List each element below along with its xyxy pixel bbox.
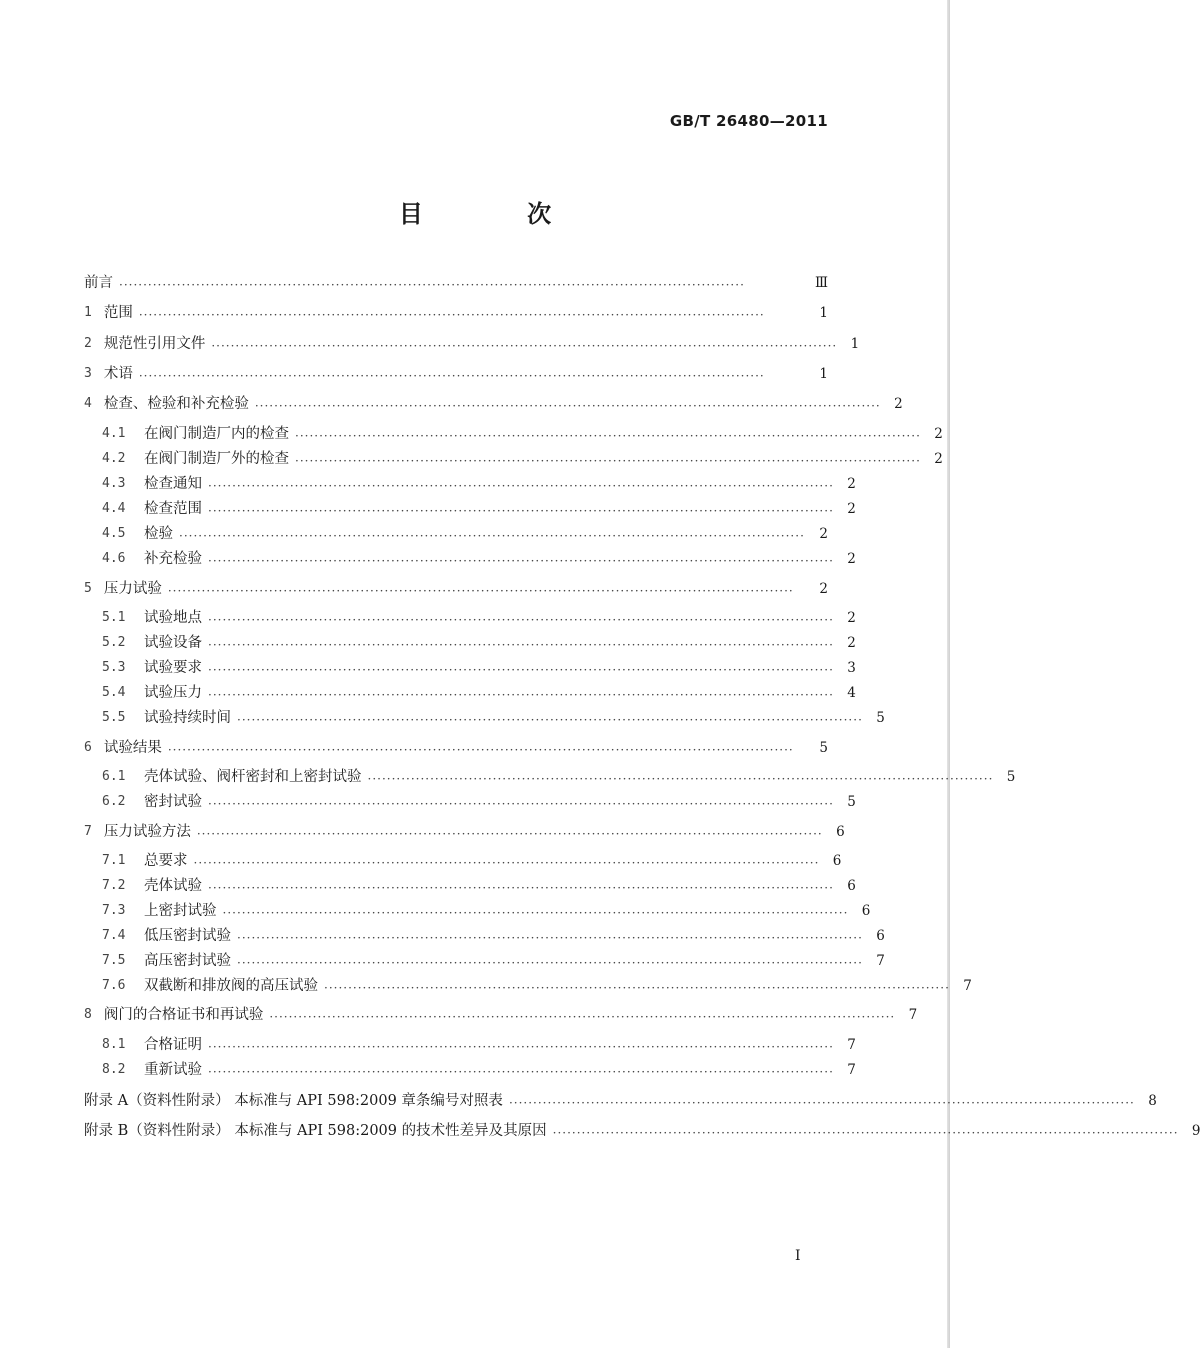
- toc-entry-title: 范围: [103, 305, 133, 321]
- dot-leader: ··································································································································: [167, 743, 794, 757]
- toc-entry-title: 试验要求: [144, 660, 202, 676]
- toc-entry-page: 2: [847, 610, 856, 626]
- toc-entry[interactable]: [102, 523, 828, 545]
- toc-entry-page: 5: [819, 740, 828, 756]
- toc-entry[interactable]: [102, 707, 885, 729]
- toc-entry-number: 4.3: [102, 476, 126, 491]
- dot-leader: ··································································································································: [208, 663, 834, 677]
- toc-entry-number: 4.2: [102, 451, 126, 466]
- dot-leader: ··································································································································: [208, 479, 834, 493]
- toc-entry-number: 3: [84, 366, 92, 381]
- toc-entry-title: 规范性引用文件: [103, 336, 206, 352]
- toc-entry[interactable]: [102, 975, 972, 997]
- toc-entry-page: 2: [819, 581, 828, 597]
- toc-entry[interactable]: [102, 548, 856, 570]
- toc-entry-title: 高压密封试验: [144, 953, 231, 969]
- toc-entry-page: 2: [934, 451, 943, 467]
- dot-leader: ··································································································································: [208, 638, 834, 652]
- toc-entry-title: 在阀门制造厂外的检查: [144, 451, 289, 467]
- dot-leader: ··································································································································: [222, 906, 849, 920]
- toc-entry-title: 重新试验: [144, 1062, 202, 1078]
- toc-entry-page: 6: [876, 928, 885, 944]
- toc-entry-number: 7.5: [102, 953, 126, 968]
- toc-entry-number: 7: [84, 824, 92, 839]
- toc-entry-page: 6: [832, 853, 842, 869]
- dot-leader: ··································································································································: [208, 504, 834, 518]
- toc-entry-title: 在阀门制造厂内的检查: [144, 426, 289, 442]
- dot-leader: ··································································································································: [295, 429, 921, 443]
- dot-leader: ··································································································································: [208, 1065, 834, 1079]
- toc-entry-page: 5: [876, 710, 885, 726]
- toc-entry-page: 5: [1006, 769, 1016, 785]
- toc-entry-page: 2: [847, 501, 856, 517]
- toc-entry-page: 2: [894, 396, 903, 412]
- toc-entry-title: 壳体试验、阀杆密封和上密封试验: [144, 769, 362, 785]
- dot-leader: ··································································································································: [211, 339, 838, 353]
- toc-entry-page: 7: [908, 1007, 918, 1023]
- toc-entry-number: 5.4: [102, 685, 126, 700]
- dot-leader: ··································································································································: [138, 369, 765, 383]
- toc-entry[interactable]: [84, 393, 903, 415]
- toc-entry[interactable]: [102, 766, 1016, 788]
- toc-entry-page: 2: [847, 551, 856, 567]
- dot-leader: ··································································································································: [208, 881, 834, 895]
- toc-entry[interactable]: [84, 737, 828, 759]
- toc-entry-number: 4: [84, 396, 92, 411]
- toc-entry-page: 2: [847, 635, 856, 651]
- toc-entry-title: 壳体试验: [144, 878, 202, 894]
- toc-entry[interactable]: [84, 302, 828, 324]
- dot-leader: ··································································································································: [237, 956, 863, 970]
- toc-entry[interactable]: [102, 850, 842, 872]
- toc-entry-title: 密封试验: [144, 794, 202, 810]
- toc-entry-title: 检查范围: [144, 501, 202, 517]
- toc-entry-page: 6: [861, 903, 871, 919]
- toc-entry-number: 7.3: [102, 903, 126, 918]
- toc-entry-title: 术语: [103, 366, 133, 382]
- toc-entry-title: 试验压力: [144, 685, 202, 701]
- toc-entry[interactable]: [102, 448, 943, 470]
- toc-entry[interactable]: [102, 498, 856, 520]
- toc-entry-number: 4.6: [102, 551, 126, 566]
- toc-entry-number: 4.1: [102, 426, 126, 441]
- toc-entry-page: 5: [847, 794, 856, 810]
- toc-entry-page: 9: [1191, 1123, 1201, 1139]
- toc-entry[interactable]: [102, 1059, 856, 1081]
- toc-entry-number: 5: [84, 581, 92, 596]
- toc-entry-page: 1: [819, 305, 828, 321]
- toc-entry-number: 1: [84, 305, 92, 320]
- toc-entry-number: 6: [84, 740, 92, 755]
- toc-entry-title: 试验设备: [144, 635, 202, 651]
- toc-entry-page: 6: [847, 878, 856, 894]
- toc-entry-page: 2: [847, 476, 856, 492]
- dot-leader: ··································································································································: [367, 772, 994, 786]
- toc-entry[interactable]: [84, 333, 860, 355]
- dot-leader: ··································································································································: [254, 399, 881, 413]
- toc-entry-number: 8.2: [102, 1062, 126, 1077]
- dot-leader: ··································································································································: [508, 1096, 1135, 1110]
- dot-leader: ··································································································································: [237, 713, 863, 727]
- toc-entry-title: 附录 A（资料性附录） 本标准与 API 598:2009 章条编号对照表: [84, 1093, 503, 1109]
- toc-entry[interactable]: [84, 272, 828, 294]
- toc-entry-number: 8: [84, 1007, 92, 1022]
- toc-entry-page: 8: [1148, 1093, 1157, 1109]
- toc-entry-page: 7: [847, 1037, 856, 1053]
- toc-entry[interactable]: [102, 682, 856, 704]
- toc-entry[interactable]: [84, 1120, 1201, 1142]
- dot-leader: ··································································································································: [179, 529, 805, 543]
- toc-entry[interactable]: [84, 821, 845, 843]
- toc-entry[interactable]: [102, 423, 943, 445]
- toc-entry-number: 5.1: [102, 610, 126, 625]
- dot-leader: ··································································································································: [237, 931, 863, 945]
- toc-entry-title: 总要求: [144, 853, 188, 869]
- toc-entry[interactable]: [102, 925, 885, 947]
- toc-entry-number: 2: [84, 336, 92, 351]
- toc-entry-page: 1: [850, 336, 860, 352]
- toc-entry[interactable]: [102, 473, 856, 495]
- toc-entry-title: 压力试验方法: [103, 824, 191, 840]
- toc-entry[interactable]: [102, 791, 856, 813]
- toc-entry-page: 2: [934, 426, 943, 442]
- dot-leader: ··································································································································: [208, 1040, 834, 1054]
- toc-entry-title: 附录 B（资料性附录） 本标准与 API 598:2009 的技术性差异及其原因: [84, 1123, 547, 1139]
- toc-entry-number: 5.5: [102, 710, 126, 725]
- toc-entry-page: 7: [876, 953, 885, 969]
- dot-leader: ··································································································································: [167, 584, 794, 598]
- toc-entry-title: 合格证明: [144, 1037, 202, 1053]
- toc-entry-number: 5.2: [102, 635, 126, 650]
- toc-entry-title: 阀门的合格证书和再试验: [103, 1007, 264, 1023]
- toc-entry-page: 6: [836, 824, 845, 840]
- toc-title: 目 次: [398, 200, 600, 228]
- toc-entry-number: 8.1: [102, 1037, 126, 1052]
- toc-entry[interactable]: [84, 363, 828, 385]
- toc-entry-title: 试验持续时间: [144, 710, 231, 726]
- toc-entry-number: 7.1: [102, 853, 126, 868]
- toc-entry-title: 上密封试验: [144, 903, 217, 919]
- toc-entry[interactable]: [84, 1090, 1157, 1112]
- toc-entry[interactable]: [102, 950, 885, 972]
- dot-leader: ··································································································································: [295, 454, 921, 468]
- toc-entry-title: 试验地点: [144, 610, 202, 626]
- toc-entry-title: 检查通知: [144, 476, 202, 492]
- dot-leader: ··································································································································: [208, 554, 834, 568]
- toc-entry-title: 检验: [144, 526, 173, 542]
- toc-entry[interactable]: [102, 900, 871, 922]
- toc-entry-page: 7: [963, 978, 972, 994]
- dot-leader: ··································································································································: [552, 1126, 1179, 1140]
- toc-entry-number: 5.3: [102, 660, 126, 675]
- toc-entry[interactable]: [84, 578, 828, 600]
- toc-entry[interactable]: [102, 632, 856, 654]
- dot-leader: ··································································································································: [269, 1010, 896, 1024]
- toc-entry-title: 试验结果: [103, 740, 162, 756]
- toc-entry[interactable]: [102, 657, 856, 679]
- dot-leader: ··································································································································: [138, 308, 765, 322]
- toc-entry-page: 4: [847, 685, 856, 701]
- toc-entry-page: 1: [819, 366, 828, 382]
- toc-entry-number: 4.4: [102, 501, 126, 516]
- toc-entry-number: 7.2: [102, 878, 126, 893]
- dot-leader: ··································································································································: [208, 797, 834, 811]
- toc-entry-page: Ⅲ: [814, 275, 828, 291]
- dot-leader: ··································································································································: [208, 688, 834, 702]
- dot-leader: ··································································································································: [193, 856, 820, 870]
- toc-entry-title: 检查、检验和补充检验: [103, 396, 249, 412]
- toc-entry-title: 前言: [84, 275, 113, 291]
- toc-entry[interactable]: [102, 875, 856, 897]
- toc-entry[interactable]: [102, 1034, 856, 1056]
- toc-entry[interactable]: [102, 607, 856, 629]
- toc-entry-title: 压力试验: [103, 581, 162, 597]
- toc-entry-number: 7.6: [102, 978, 126, 993]
- toc-entry-page: 2: [819, 526, 828, 542]
- dot-leader: ··································································································································: [208, 613, 834, 627]
- toc-entry-title: 补充检验: [144, 551, 202, 567]
- toc-entry-number: 7.4: [102, 928, 126, 943]
- toc-entry[interactable]: [84, 1004, 918, 1026]
- toc-entry-title: 低压密封试验: [144, 928, 231, 944]
- toc-entry-title: 双截断和排放阀的高压试验: [144, 978, 318, 994]
- toc-entry-page: 3: [847, 660, 856, 676]
- dot-leader: ··································································································································: [196, 827, 823, 841]
- dot-leader: ··································································································································: [119, 278, 745, 292]
- page-number: I: [795, 1248, 801, 1264]
- standard-code: GB/T 26480—2011: [669, 112, 828, 130]
- toc-entry-number: 6.1: [102, 769, 126, 784]
- toc-entry-number: 4.5: [102, 526, 126, 541]
- toc-entry-number: 6.2: [102, 794, 126, 809]
- toc-entry-page: 7: [847, 1062, 856, 1078]
- dot-leader: ··································································································································: [324, 981, 950, 995]
